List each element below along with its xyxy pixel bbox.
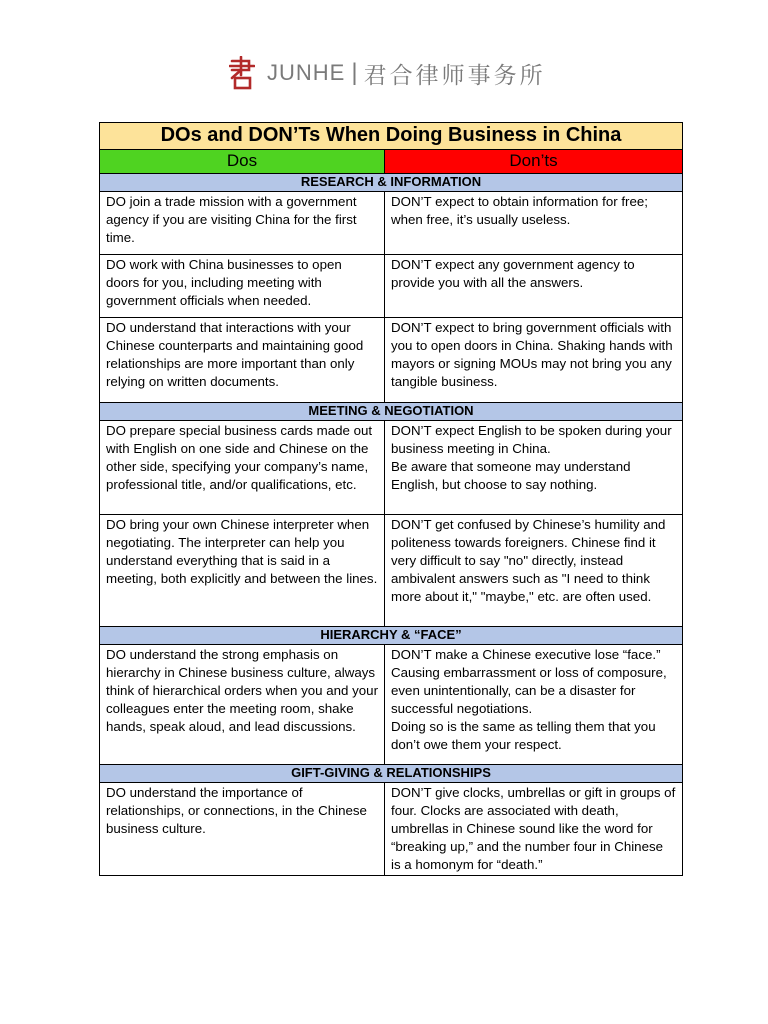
- dont-cell: [385, 783, 683, 876]
- dont-cell: [385, 255, 683, 318]
- dont-paragraph: DON’T expect to bring government officials with you to open doors in China. Shaking hands with mayors or signing MOUs may not bring you any tangible business.: [391, 320, 673, 389]
- section-heading: GIFT-GIVING & RELATIONSHIPS: [100, 765, 683, 783]
- do-cell: DO understand the importance of relationships, or connections, in the Chinese business culture.: [100, 783, 385, 876]
- dont-paragraph: Doing so is the same as telling them that you don’t owe them your respect.: [391, 719, 656, 752]
- section-heading: RESEARCH & INFORMATION: [100, 174, 683, 192]
- section-heading: MEETING & NEGOTIATION: [100, 403, 683, 421]
- section-heading: HIERARCHY & “FACE”: [100, 627, 683, 645]
- do-cell: DO join a trade mission with a government agency if you are visiting China for the first time.: [100, 192, 385, 255]
- dos-column-header: Dos: [100, 150, 385, 174]
- do-cell: DO prepare special business cards made out with English on one side and Chinese on the other side, specifying your company’s name, professional title, and/or qualifications, etc.: [100, 421, 385, 515]
- brand-name-en: JUNHE: [267, 60, 346, 85]
- dont-paragraph: DON’T get confused by Chinese’s humility and politeness towards foreigners. Chinese find it very difficult to say "no" directly, instead ambivalent answers such as "I need to think more about it," "maybe," etc. are often used.: [391, 517, 666, 604]
- dont-paragraph: DON’T make a Chinese executive lose “face.” Causing embarrassment or loss of composure, even unintentionally, can be a disaster for successful negotiations.: [391, 647, 667, 716]
- title-row: [100, 123, 683, 150]
- table-row: [100, 645, 683, 765]
- do-cell: DO bring your own Chinese interpreter when negotiating. The interpreter can help you understand everything that is said in a meeting, both explicitly and between the lines.: [100, 515, 385, 627]
- brand-name-cn: 君合律师事务所: [363, 62, 546, 89]
- brand-separator: |: [351, 59, 358, 86]
- section-header-row: [100, 627, 683, 645]
- donts-column-header: Don’ts: [385, 150, 683, 174]
- dos-donts-table: [99, 122, 683, 876]
- do-cell: DO understand the strong emphasis on hierarchy in Chinese business culture, always think of hierarchical orders when you and your colleagues enter the meeting room, shake hands, speak aloud, and lead discussions.: [100, 645, 385, 765]
- dont-paragraph: DON’T expect any government agency to provide you with all the answers.: [391, 257, 635, 290]
- dont-cell: [385, 515, 683, 627]
- dont-paragraph: DON’T give clocks, umbrellas or gift in groups of four. Clocks are associated with death, umbrellas in Chinese sound like the word for “breaking up,” and the number four in Chinese is a homonym for “death.”: [391, 785, 676, 872]
- section-header-row: [100, 403, 683, 421]
- dont-cell: [385, 318, 683, 403]
- table-row: [100, 421, 683, 515]
- dont-paragraph: Be aware that someone may understand English, but choose to say nothing.: [391, 459, 631, 492]
- dont-paragraph: DON’T expect English to be spoken during your business meeting in China.: [391, 423, 672, 456]
- table-row: [100, 255, 683, 318]
- dont-cell: [385, 192, 683, 255]
- section-header-row: [100, 174, 683, 192]
- header-logo: [229, 55, 546, 91]
- dont-cell: [385, 645, 683, 765]
- table-title: DOs and DON’Ts When Doing Business in China: [100, 123, 683, 150]
- dont-paragraph: DON’T expect to obtain information for free; when free, it’s usually useless.: [391, 194, 648, 227]
- table-row: [100, 192, 683, 255]
- table-row: [100, 783, 683, 876]
- section-header-row: [100, 765, 683, 783]
- column-header-row: [100, 150, 683, 174]
- dont-cell: [385, 421, 683, 515]
- do-cell: DO work with China businesses to open doors for you, including meeting with government officials when needed.: [100, 255, 385, 318]
- junhe-logo-icon: [229, 56, 255, 90]
- table-row: [100, 515, 683, 627]
- do-cell: DO understand that interactions with your Chinese counterparts and maintaining good relationships are more important than only relying on written documents.: [100, 318, 385, 403]
- table-row: [100, 318, 683, 403]
